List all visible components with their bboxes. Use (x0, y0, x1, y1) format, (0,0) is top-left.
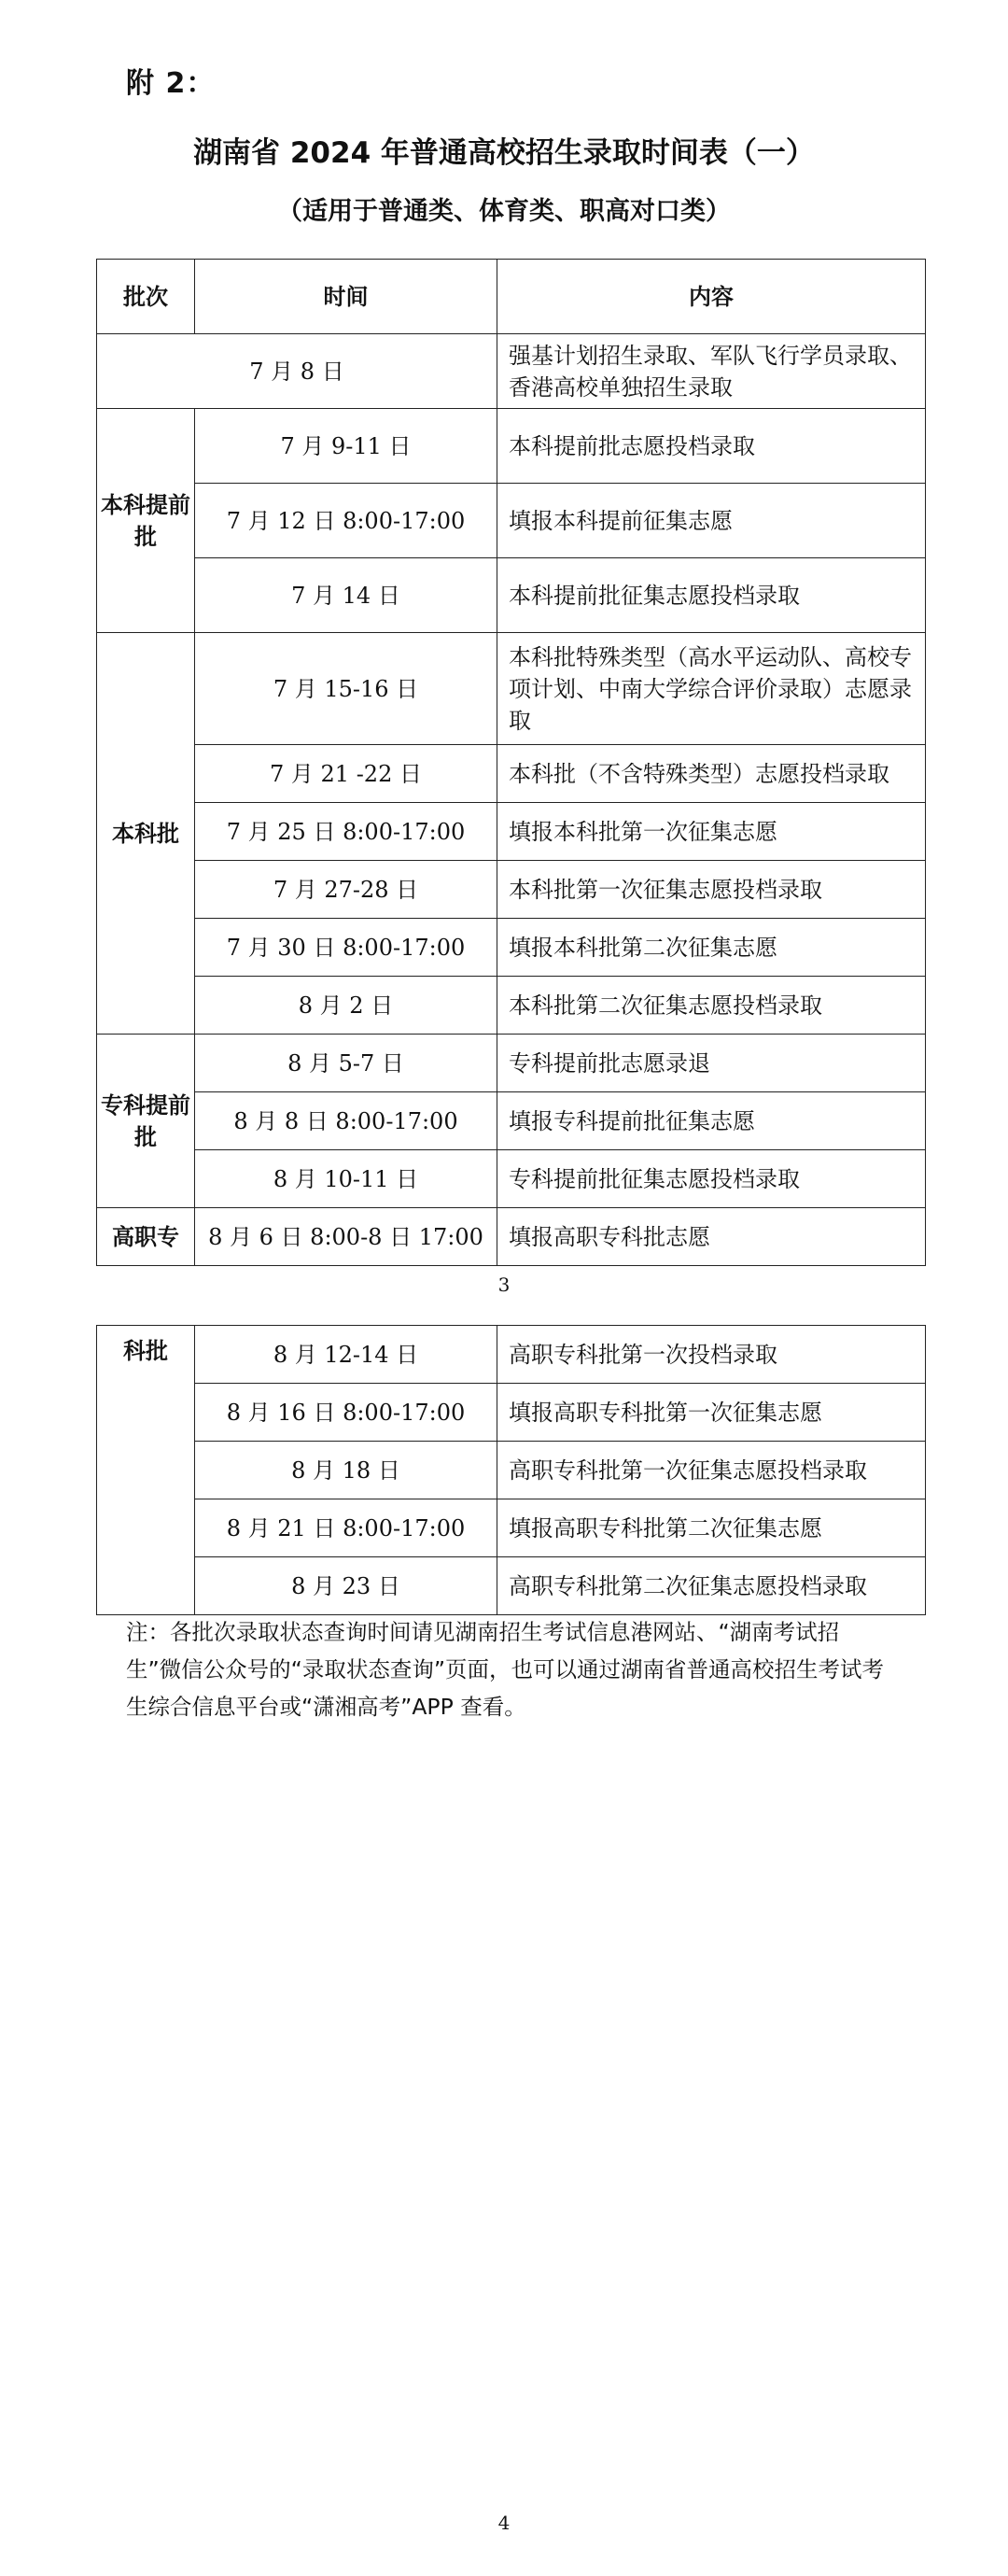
content-cell: 强基计划招生录取、军队飞行学员录取、香港高校单独招生录取 (497, 334, 926, 409)
table-row (97, 334, 926, 409)
time-cell: 8 月 16 日 8:00-17:00 (195, 1384, 497, 1442)
time-cell: 7 月 30 日 8:00-17:00 (195, 919, 497, 977)
content-cell: 填报本科提前征集志愿 (497, 484, 926, 558)
table-row (97, 409, 926, 484)
time-cell: 7 月 27-28 日 (195, 861, 497, 919)
header-time: 时间 (195, 260, 497, 334)
time-cell: 7 月 15-16 日 (195, 633, 497, 745)
table-row (97, 977, 926, 1035)
table-row (97, 1208, 926, 1266)
content-cell: 高职专科批第一次投档录取 (497, 1326, 926, 1384)
schedule-table-part-1 (96, 259, 926, 1266)
header-batch: 批次 (97, 260, 195, 334)
table-row (97, 1499, 926, 1557)
table-row (97, 745, 926, 803)
table-row (97, 633, 926, 745)
content-cell: 专科提前批志愿录退 (497, 1035, 926, 1092)
time-cell: 7 月 25 日 8:00-17:00 (195, 803, 497, 861)
table-row (97, 1442, 926, 1499)
content-cell: 本科提前批征集志愿投档录取 (497, 558, 926, 633)
time-cell: 8 月 5-7 日 (195, 1035, 497, 1092)
page-title: 湖南省 2024 年普通高校招生录取时间表（一） (193, 136, 815, 170)
content-cell: 本科批第一次征集志愿投档录取 (497, 861, 926, 919)
footnote: 注：各批次录取状态查询时间请见湖南招生考试信息港网站、“湖南考试招生”微信公众号的“录取状态查询”页面，也可以通过湖南省普通高校招生考试考生综合信息平台或“潇湘高考”APP 查看。 (126, 1619, 885, 1720)
header-content: 内容 (497, 260, 926, 334)
time-cell: 8 月 12-14 日 (195, 1326, 497, 1384)
table-row (97, 861, 926, 919)
table-row (97, 1150, 926, 1208)
batch-cell: 本科批 (97, 633, 195, 1035)
time-cell: 8 月 23 日 (195, 1557, 497, 1615)
time-cell: 7 月 12 日 8:00-17:00 (195, 484, 497, 558)
page-number: 3 (497, 1274, 511, 1296)
content-cell: 填报专科提前批征集志愿 (497, 1092, 926, 1150)
schedule-table-part-2 (96, 1325, 926, 1615)
time-cell: 7 月 21 -22 日 (195, 745, 497, 803)
content-cell: 本科批特殊类型（高水平运动队、高校专项计划、中南大学综合评价录取）志愿录取 (497, 633, 926, 745)
page-subtitle: （适用于普通类、体育类、职高对口类） (277, 197, 731, 226)
attachment-label: 附 2： (126, 67, 216, 100)
table-row (97, 1326, 926, 1384)
time-cell: 8 月 8 日 8:00-17:00 (195, 1092, 497, 1150)
time-cell: 7 月 8 日 (97, 334, 497, 409)
batch-cell: 高职专 (97, 1208, 195, 1266)
content-cell: 填报本科批第一次征集志愿 (497, 803, 926, 861)
batch-cell: 专科提前批 (97, 1035, 195, 1208)
table-row (97, 1557, 926, 1615)
content-cell: 专科提前批征集志愿投档录取 (497, 1150, 926, 1208)
time-cell: 8 月 21 日 8:00-17:00 (195, 1499, 497, 1557)
page-number: 4 (497, 2512, 511, 2534)
time-cell: 7 月 9-11 日 (195, 409, 497, 484)
content-cell: 填报本科批第二次征集志愿 (497, 919, 926, 977)
table-row (97, 558, 926, 633)
table-row (97, 484, 926, 558)
content-cell: 高职专科批第二次征集志愿投档录取 (497, 1557, 926, 1615)
content-cell: 填报高职专科批第二次征集志愿 (497, 1499, 926, 1557)
content-cell: 填报高职专科批第一次征集志愿 (497, 1384, 926, 1442)
time-cell: 8 月 2 日 (195, 977, 497, 1035)
time-cell: 8 月 10-11 日 (195, 1150, 497, 1208)
table-row (97, 1035, 926, 1092)
content-cell: 本科提前批志愿投档录取 (497, 409, 926, 484)
time-cell: 8 月 18 日 (195, 1442, 497, 1499)
content-cell: 填报高职专科批志愿 (497, 1208, 926, 1266)
content-cell: 高职专科批第一次征集志愿投档录取 (497, 1442, 926, 1499)
table-row (97, 1092, 926, 1150)
batch-cell: 科批 (97, 1326, 195, 1615)
content-cell: 本科批（不含特殊类型）志愿投档录取 (497, 745, 926, 803)
table-row (97, 803, 926, 861)
table-header-row (97, 260, 926, 334)
time-cell: 8 月 6 日 8:00-8 日 17:00 (195, 1208, 497, 1266)
content-cell: 本科批第二次征集志愿投档录取 (497, 977, 926, 1035)
table-row (97, 1384, 926, 1442)
batch-cell: 本科提前批 (97, 409, 195, 633)
time-cell: 7 月 14 日 (195, 558, 497, 633)
table-row (97, 919, 926, 977)
